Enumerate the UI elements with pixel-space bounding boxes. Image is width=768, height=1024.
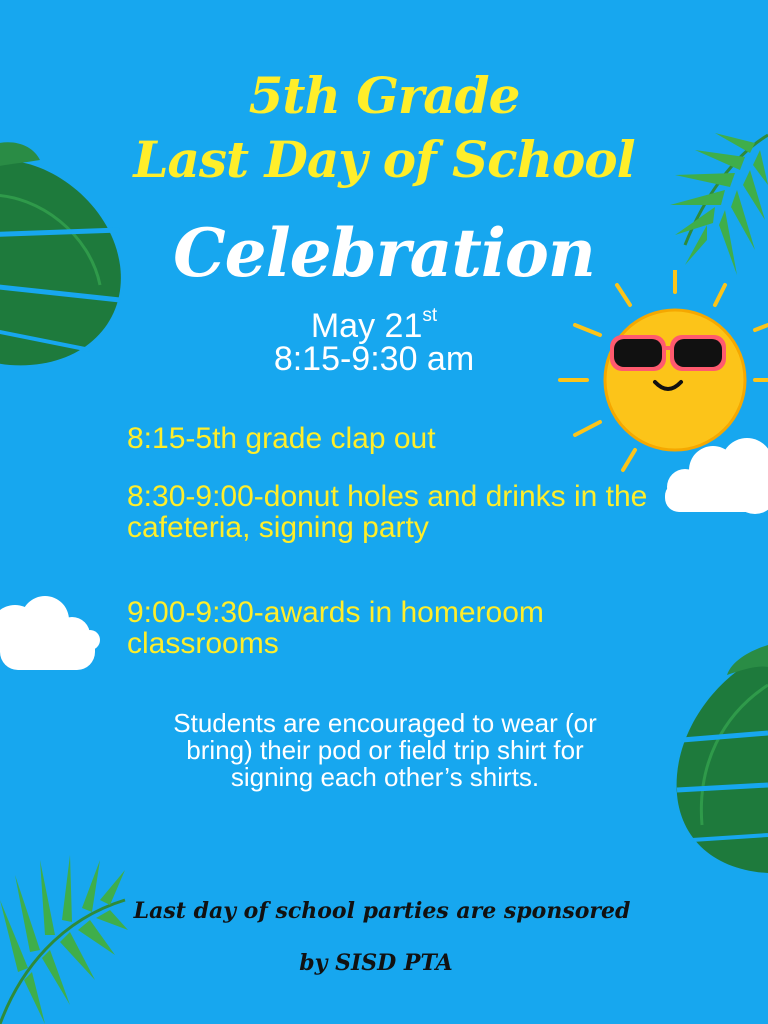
schedule-item: 8:15-5th grade clap out <box>127 422 436 455</box>
event-time: 8:15-9:30 am <box>273 340 475 378</box>
shirt-note: Students are encouraged to wear (or bring) their pod or field trip shirt for signing each other’s shirts. <box>173 708 597 792</box>
sponsor-line-1: Last day of school parties are sponsored <box>133 898 631 924</box>
cloud-icon <box>655 432 768 517</box>
date-suffix: st <box>422 305 438 326</box>
title-line-celebration: Celebration <box>173 214 595 292</box>
sponsor-line-2: by SISD PTA <box>299 950 453 976</box>
event-date: May 21st <box>310 305 438 345</box>
schedule-item: 9:00-9:30-awards in homeroom classrooms <box>127 596 544 660</box>
monstera-leaf-icon <box>672 645 768 875</box>
cloud-icon <box>0 585 100 675</box>
palm-leaf-icon <box>0 830 130 1024</box>
title-line-last-day: Last Day of School <box>133 130 635 189</box>
title-line-grade: 5th Grade <box>248 66 520 125</box>
schedule-item: 8:30-9:00-donut holes and drinks in the cafeteria, signing party <box>127 480 648 544</box>
